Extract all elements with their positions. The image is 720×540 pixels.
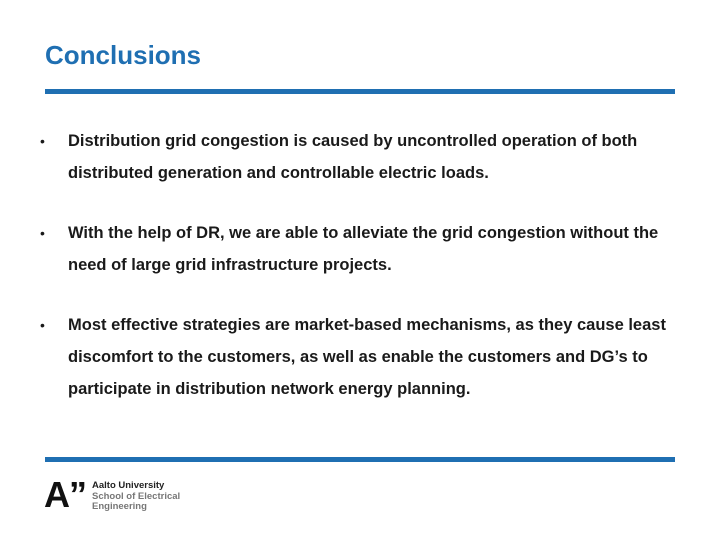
bullet-text: With the help of DR, we are able to alleviate the grid congestion without the need of large grid infrastructure projects. [68,224,659,274]
aalto-logo [44,474,181,515]
bullet-text: Most effective strategies are market-based mechanisms, as they cause least discomfort to the customers, as well as enable the customers and DG’s to participate in distribution network energy planning. [68,316,666,398]
logo-mark: A” [44,474,86,515]
bullet-marker: • [40,317,45,333]
logo-text [92,481,180,513]
title-divider [45,89,675,94]
bullet-item [30,125,690,189]
bullet-list [30,125,690,405]
bullet-item [30,217,690,281]
slide-title: Conclusions [45,40,202,70]
school-name-line1: School of Electrical [92,490,181,502]
school-name-line2: Engineering [92,501,147,512]
bullet-item [30,309,690,405]
bullet-text: Distribution grid congestion is caused by uncontrolled operation of both distributed generation and controllable electric loads. [68,132,638,182]
university-name: Aalto University [92,480,165,491]
footer-divider [45,457,675,462]
bullet-marker: • [40,133,45,149]
bullet-marker: • [40,225,45,241]
